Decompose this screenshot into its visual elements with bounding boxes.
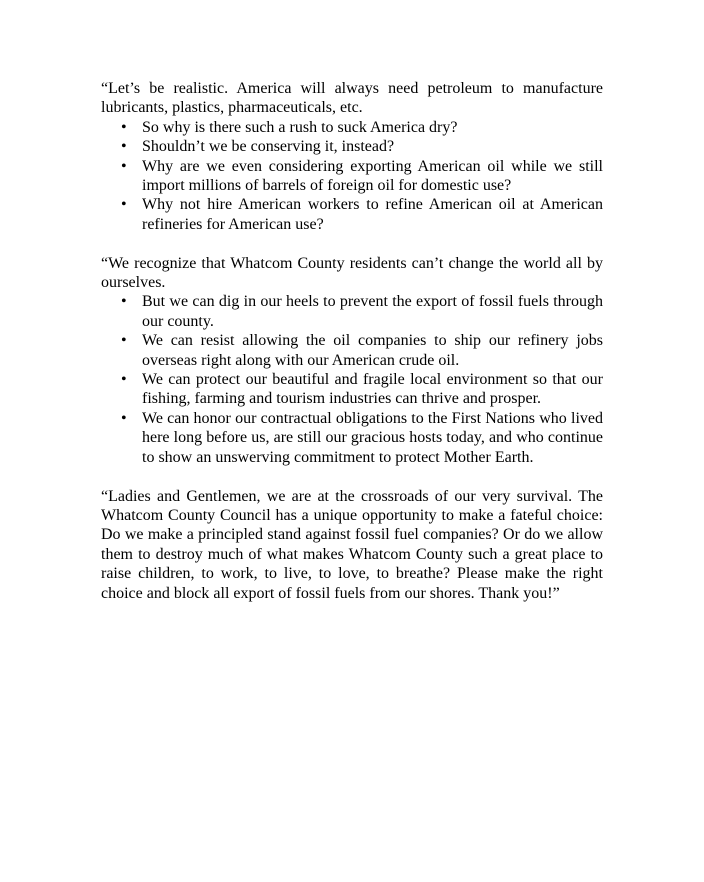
- bullet-icon: •: [121, 409, 127, 427]
- list-item: • But we can dig in our heels to prevent the export of fossil fuels through our county.: [121, 293, 603, 330]
- bullet-icon: •: [121, 196, 127, 214]
- paragraph-spacer: [101, 467, 603, 486]
- bullet-icon: •: [121, 157, 127, 175]
- paragraph-recognize: “We recognize that Whatcom County residents can’t change the world all by ourselves.: [101, 254, 603, 292]
- paragraph-spacer: [101, 234, 603, 253]
- bullet-icon: •: [121, 138, 127, 156]
- bullet-list-actions: [101, 292, 603, 467]
- bullet-list-questions: [101, 118, 603, 234]
- list-item: • Why are we even considering exporting American oil while we still import millions of barrels of foreign oil for domestic use?: [121, 157, 603, 195]
- bullet-icon: •: [121, 371, 127, 389]
- document-page: [101, 79, 603, 603]
- bullet-icon: •: [121, 332, 127, 350]
- list-item: • Why not hire American workers to refine American oil at American refineries for American use?: [121, 196, 603, 233]
- list-item: • So why is there such a rush to suck America dry?: [121, 118, 458, 136]
- paragraph-realistic: “Let’s be realistic. America will always need petroleum to manufacture lubricants, plastics, pharmaceuticals, etc.: [101, 80, 603, 117]
- paragraph-closing: “Ladies and Gentlemen, we are at the crossroads of our very survival. The Whatcom County Council has a unique opportunity to make a fateful choice: Do we make a principled stand against fossil fuel companies? Or do we allow them to destroy much of what makes Whatcom County such a great place to raise children, to work, to live, to love, to breathe? Please make the right choice and block all export of fossil fuels from our shores. Thank you!”: [101, 487, 603, 602]
- list-item: • We can honor our contractual obligations to the First Nations who lived here long before us, are still our gracious hosts today, and who continue to show an unswerving commitment to protect Mother Earth.: [121, 409, 603, 466]
- bullet-icon: •: [121, 293, 127, 311]
- list-item: • We can protect our beautiful and fragile local environment so that our fishing, farming and tourism industries can thrive and prosper.: [121, 371, 603, 408]
- list-item: • Shouldn’t we be conserving it, instead?: [121, 138, 395, 156]
- list-item: • We can resist allowing the oil companies to ship our refinery jobs overseas right along with our American crude oil.: [121, 332, 603, 369]
- bullet-icon: •: [121, 118, 127, 136]
